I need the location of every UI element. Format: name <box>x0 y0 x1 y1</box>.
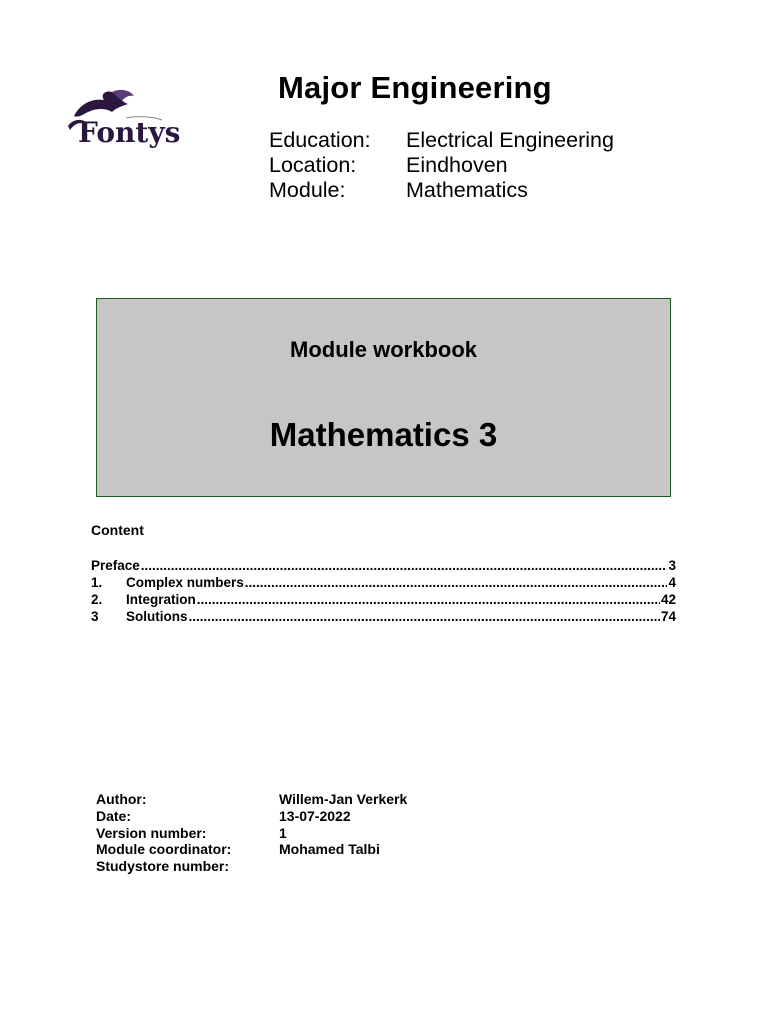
fontys-logo <box>66 86 190 154</box>
author-value: Willem-Jan Verkerk <box>279 791 408 807</box>
toc-leader <box>141 557 668 574</box>
content-heading: Content <box>91 522 144 538</box>
coordinator-label: Module coordinator: <box>96 841 232 858</box>
fontys-logo-graphic <box>66 86 190 154</box>
author-label: Author: <box>96 791 147 807</box>
toc-entry-solutions[interactable] <box>91 608 676 625</box>
toc-page: 4 <box>668 575 676 590</box>
date-label: Date: <box>96 807 132 824</box>
toc-page: 74 <box>660 609 676 624</box>
toc-number: 3 <box>91 609 99 624</box>
workbook-subtitle: Module workbook <box>290 337 477 362</box>
location-label: Location: <box>269 153 357 177</box>
toc-label: Integration <box>126 592 196 607</box>
table-of-contents <box>91 557 676 625</box>
toc-entry-preface[interactable] <box>91 557 676 574</box>
title-box <box>96 298 671 497</box>
coordinator-value: Mohamed Talbi <box>279 841 380 858</box>
toc-number: 2. <box>91 592 103 607</box>
toc-page: 3 <box>668 558 676 573</box>
toc-leader <box>197 591 660 608</box>
toc-number: 1. <box>91 575 103 590</box>
version-label: Version number: <box>96 824 207 841</box>
toc-label: Complex numbers <box>126 575 244 590</box>
document-metadata <box>96 791 407 875</box>
toc-entry-integration[interactable] <box>91 591 676 608</box>
toc-label: Preface <box>91 558 140 573</box>
toc-label: Solutions <box>126 609 188 624</box>
studystore-value <box>279 858 407 875</box>
logo-wordmark: Fontys <box>78 116 181 149</box>
location-value: Eindhoven <box>406 153 508 177</box>
toc-page: 42 <box>660 592 676 607</box>
education-value: Electrical Engineering <box>406 128 614 152</box>
toc-leader <box>245 574 668 591</box>
program-info <box>269 128 614 203</box>
toc-leader <box>189 608 660 625</box>
module-value: Mathematics <box>406 178 528 202</box>
workbook-title: Mathematics 3 <box>269 416 498 453</box>
page-title: Major Engineering <box>278 70 552 105</box>
education-label: Education: <box>269 128 371 152</box>
toc-entry-complex-numbers[interactable] <box>91 574 676 591</box>
studystore-label: Studystore number: <box>96 858 230 875</box>
module-label: Module: <box>269 178 346 202</box>
version-value: 1 <box>279 824 287 841</box>
date-value: 13-07-2022 <box>279 807 351 824</box>
